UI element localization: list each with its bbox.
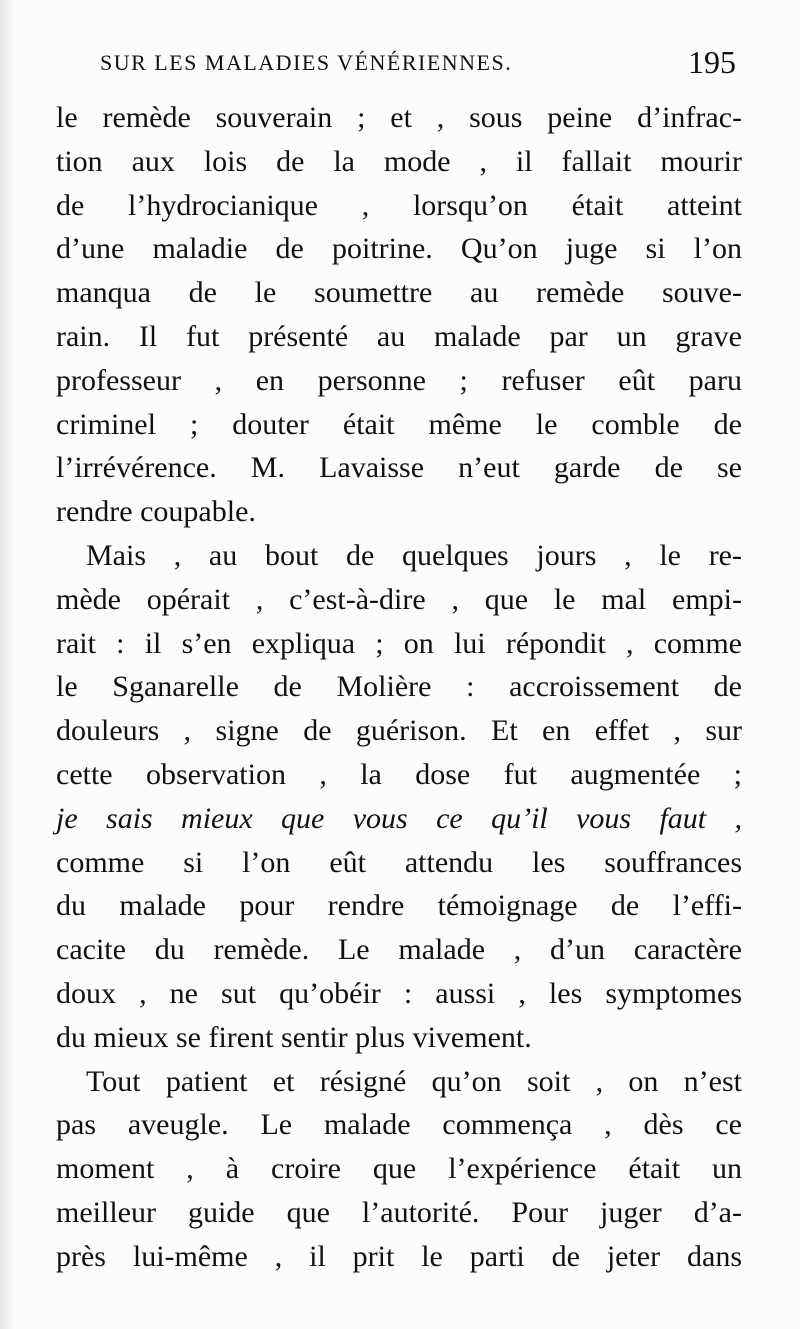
text-line: de l’hydrocianique , lorsqu’on était atteint — [56, 188, 742, 222]
text-line: rait : il s’en expliqua ; on lui répondit , comme — [56, 626, 742, 660]
text-line: cacite du remède. Le malade , d’un caractère — [56, 933, 742, 967]
body-text — [56, 96, 742, 1279]
text-line: doux , ne sut qu’obéir : aussi , les symptomes — [56, 976, 742, 1010]
running-header-title: SUR LES MALADIES VÉNÉRIENNES. — [100, 50, 513, 75]
text-line: criminel ; douter était même le comble de — [56, 407, 742, 441]
text-line: du malade pour rendre témoignage de l’effi- — [56, 889, 742, 923]
running-header — [100, 46, 740, 86]
text-line: tion aux lois de la mode , il fallait mourir — [56, 144, 742, 178]
text-line: manqua de le soumettre au remède souve- — [56, 276, 742, 310]
text-line: le remède souverain ; et , sous peine d’infrac- — [56, 101, 742, 134]
text-line: cette observation , la dose fut augmentée ; — [56, 757, 742, 791]
text-line: rendre coupable. — [56, 495, 256, 529]
text-line: le Sganarelle de Molière : accroissement de — [56, 670, 742, 704]
text-line: mède opérait , c’est-à-dire , que le mal empi- — [56, 582, 742, 616]
paragraph-start-line: Tout patient et résigné qu’on soit , on n’est — [86, 1064, 742, 1098]
text-line: pas aveugle. Le malade commença , dès ce — [56, 1108, 742, 1142]
text-line: moment , à croire que l’expérience était un — [56, 1152, 742, 1186]
text-line: comme si l’on eût attendu les souffrances — [56, 845, 742, 879]
paragraph-start-line: Mais , au bout de quelques jours , le re- — [86, 538, 742, 572]
text-line: meilleur guide que l’autorité. Pour juger d’a- — [56, 1195, 742, 1229]
text-line: du mieux se firent sentir plus vivement. — [56, 1020, 532, 1054]
page-number: 195 — [688, 44, 736, 80]
text-line: d’une maladie de poitrine. Qu’on juge si l’on — [56, 232, 742, 266]
italic-quote-line: je sais mieux que vous ce qu’il vous faut , — [56, 801, 742, 835]
text-line: douleurs , signe de guérison. Et en effet , sur — [56, 714, 742, 748]
text-line: rain. Il fut présenté au malade par un grave — [56, 319, 742, 353]
text-line: professeur , en personne ; refuser eût paru — [56, 363, 742, 397]
text-line: l’irrévérence. M. Lavaisse n’eut garde de se — [56, 451, 742, 485]
text-line: près lui-même , il prit le parti de jeter dans — [56, 1239, 742, 1273]
page-edge-shadow — [0, 0, 14, 1329]
